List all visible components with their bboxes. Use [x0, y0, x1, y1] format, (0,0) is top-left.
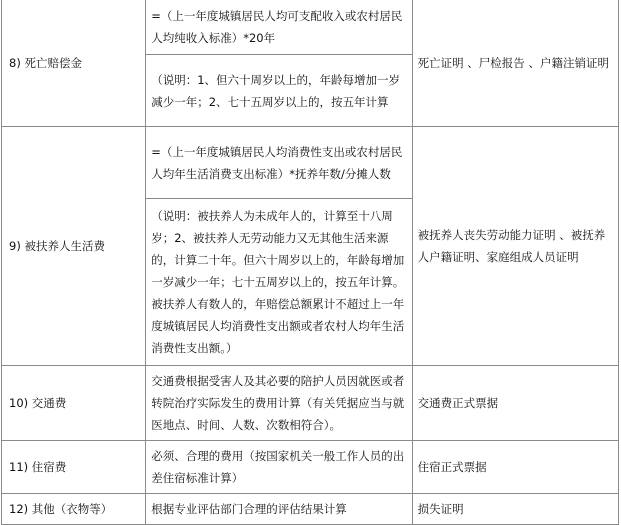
formula-cell: =（上一年度城镇居民人均可支配收入或农村居民人均纯收入标准）*20年 — [146, 0, 412, 55]
evidence-cell: 被抚养人丧失劳动能力证明 、被抚养人户籍证明、家庭组成人员证明 — [412, 127, 618, 366]
formula-cell: 必须、合理的费用（按国家机关一般工作人员的出差住宿标准计算） — [146, 441, 412, 494]
evidence-cell: 损失证明 — [412, 494, 618, 525]
item-cell: 9) 被扶养人生活费 — [2, 127, 146, 366]
item-cell: 8) 死亡赔偿金 — [2, 0, 146, 127]
table-row — [2, 441, 619, 494]
evidence-cell: 交通费正式票据 — [412, 366, 618, 441]
item-cell: 11) 住宿费 — [2, 441, 146, 494]
formula-cell: 交通费根据受害人及其必要的陪护人员因就医或者转院治疗实际发生的费用计算（有关凭据应当与就医地点、时间、人数、次数相符合）。 — [146, 366, 412, 441]
evidence-cell: 死亡证明 、尸检报告 、户籍注销证明 — [412, 0, 618, 127]
item-cell: 10) 交通费 — [2, 366, 146, 441]
note-cell: （说明：1、但六十周岁以上的，年龄每增加一岁减少一年；2、七十五周岁以上的，按五年计算 — [146, 55, 412, 127]
table-row — [2, 366, 619, 441]
table-row — [2, 127, 619, 199]
evidence-cell: 住宿正式票据 — [412, 441, 618, 494]
item-cell: 12) 其他（衣物等） — [2, 494, 146, 525]
table-row — [2, 0, 619, 55]
formula-cell: 根据专业评估部门合理的评估结果计算 — [146, 494, 412, 525]
note-cell: （说明：被扶养人为未成年人的，计算至十八周岁；2、被扶养人无劳动能力又无其他生活来源的，计算二十年。但六十周岁以上的，年龄每增加一岁减少一年；七十五周岁以上的，按五年计算。被扶养人有数人的，年赔偿总额累计不超过上一年度城镇居民人均消费性支出额或者农村人均年生活消费性支出额。） — [146, 199, 412, 366]
formula-cell: =（上一年度城镇居民人均消费性支出或农村居民人均年生活消费支出标准）*抚养年数/分摊人数 — [146, 127, 412, 199]
compensation-table — [1, 0, 619, 525]
